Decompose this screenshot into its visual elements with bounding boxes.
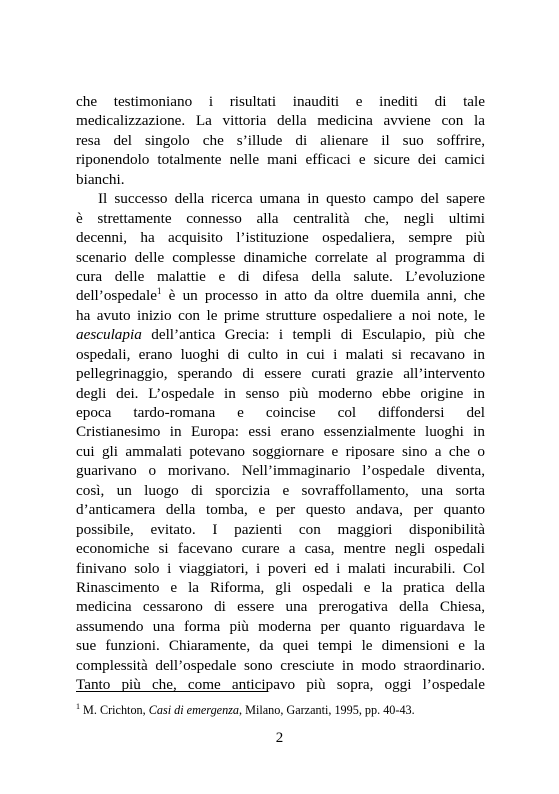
- footnote-author: M. Crichton,: [80, 703, 149, 717]
- text-line: medicalizzazione. La vittoria della medicina avviene con la: [76, 112, 485, 130]
- text-line: finivano solo i viaggiatori, i poveri ed i malati incurabili. Col: [76, 559, 485, 577]
- footnote-reference[interactable]: 1: [156, 286, 162, 297]
- footnote-marker: 1: [76, 702, 80, 711]
- italic-term: aesculapia: [76, 326, 142, 344]
- text-line: medicina cessarono di essere una prerogativa della Chiesa,: [76, 598, 485, 616]
- footnote-separator: [76, 691, 268, 692]
- text-line: scenario delle complesse dinamiche correlate al programma di: [76, 248, 485, 266]
- text-line: che testimoniano i risultati inauditi e inediti di tale: [76, 93, 485, 110]
- text-line: [76, 286, 485, 305]
- text-line: ospedali, erano luoghi di culto in cui i malati si recavano in: [76, 345, 485, 363]
- text-line: degli dei. L’ospedale in senso più moderno ebbe origine in: [76, 384, 485, 402]
- text-segment: dell’antica Grecia: i templi di Esculapio, più che: [141, 326, 485, 344]
- text-line: ha avuto inizio con le prime strutture ospedaliere a noi note, le: [76, 306, 485, 324]
- text-line: pellegrinaggio, sperando di essere curati grazie all’intervento: [76, 365, 485, 383]
- text-line: complessità dell’ospedale sono cresciute in modo straordinario.: [76, 656, 485, 674]
- text-line: resa del singolo che s’illude di alienare il suo soffrire,: [76, 131, 485, 149]
- text-line: Rinascimento e la Riforma, gli ospedali e la pratica della: [76, 578, 485, 596]
- footnote-book-title: Casi di emergenza: [148, 703, 240, 717]
- text-line: cui gli ammalati potevano soggiornare e riposare sino a che o: [76, 442, 485, 460]
- text-line: bianchi.: [76, 170, 125, 188]
- text-line: [76, 325, 485, 344]
- text-line: così, un luogo di sporcizia e sovraffollamento, una sorta: [76, 481, 485, 499]
- text-line: epoca tardo-romana e coincise col diffondersi del: [76, 404, 485, 421]
- body-text: [76, 92, 485, 695]
- footnote: [76, 702, 485, 718]
- text-line: guarivano o morivano. Nell’immaginario l’ospedale diventa,: [76, 462, 485, 480]
- text-line: assumendo una forma più moderna per quanto riguardava le: [76, 617, 485, 635]
- text-line: decenni, ha acquisito l’istituzione ospedaliera, sempre più: [76, 229, 485, 247]
- text-line: possibile, evitato. I pazienti con maggiori disponibilità: [76, 520, 485, 538]
- text-line: d’anticamera della tomba, e per questo andava, per quanto: [76, 501, 485, 519]
- footnote-citation: , Milano, Garzanti, 1995, pp. 40-43.: [239, 703, 415, 717]
- page-number: 2: [275, 730, 284, 746]
- paragraph-start-line: Il successo della ricerca umana in questo campo del sapere: [98, 190, 485, 208]
- text-line: riponendolo totalmente nelle mani efficaci e sicure dei camici: [76, 151, 485, 169]
- text-line: sue funzioni. Chiaramente, da quei tempi le dimensioni e la: [76, 637, 485, 655]
- text-segment: dell’ospedale: [76, 287, 157, 305]
- text-line: cura delle malattie e di difesa della salute. L’evoluzione: [76, 267, 485, 285]
- text-line: Cristianesimo in Europa: essi erano essenzialmente luoghi in: [76, 423, 485, 441]
- text-line: economiche si facevano curare a casa, mentre negli ospedali: [76, 540, 485, 558]
- text-line: Tanto più che, come anticipavo più sopra, oggi l’ospedale: [76, 676, 485, 694]
- text-line: è strettamente connesso alla centralità che, negli ultimi: [76, 209, 485, 227]
- text-segment: è un processo in atto da oltre duemila anni, che: [161, 287, 485, 305]
